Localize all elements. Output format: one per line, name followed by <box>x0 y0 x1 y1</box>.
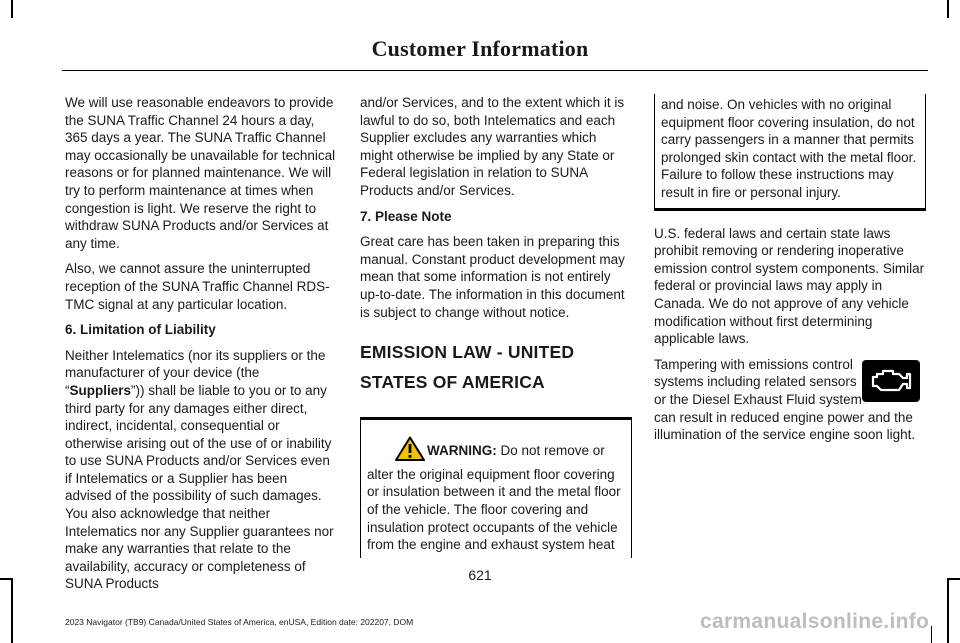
edition-footer: 2023 Navigator (TB9) Canada/United States of America, enUSA, Edition date: 202207, DOM <box>65 617 414 627</box>
paragraph: Also, we cannot assure the uninterrupted reception of the SUNA Traffic Channel RDS-TMC signal at any particular location. <box>65 261 330 312</box>
check-engine-icon <box>862 360 920 402</box>
section-heading: 6. Limitation of Liability <box>65 322 216 338</box>
paragraph <box>65 347 337 593</box>
header-rule <box>62 70 928 71</box>
section-heading: 7. Please Note <box>360 208 452 224</box>
crop-mark <box>931 626 932 643</box>
warning-box-continued: and noise. On vehicles with no original equipment floor covering insulation, do not carry passengers in a manner that permits prolonged skin contact with the metal floor. Failure to follow these instructions may result in fire or personal injury. <box>654 94 926 211</box>
text-run: Tampering with emissions control systems including related sensors or the Diesel Exhaust Fluid system can result in reduced engine power and the illumination of the service engine soon light. <box>654 356 916 443</box>
text-run: ”)) shall be liable to you or to any third party for any damages either direct, indirect, incidental, consequential or otherwise arising out of the use of or inability to use SUNA Products and/or Services even if Intelematics or a Supplier has been advised of the possibility of such damages. You also acknowledge that neither Intelematics nor any Supplier guarantees nor make any warranties that relate to the availability, accuracy or completeness of SUNA Products <box>65 382 334 592</box>
crop-mark <box>947 0 949 18</box>
column-3 <box>654 94 926 452</box>
crop-mark <box>947 578 949 643</box>
page-number: 621 <box>468 567 492 583</box>
paragraph: We will use reasonable endeavors to provide the SUNA Traffic Channel 24 hours a day, 365 days a year. The SUNA Traffic Channel may occasionally be unavailable for technical reasons or for planned maintenance. We will try to perform maintenance at times when congestion is light. We reserve the right to withdraw SUNA Products and/or Services at any time. <box>65 95 336 251</box>
warning-text: Do not remove or alter the original equipment floor covering or insulation between it and the metal floor of the vehicle. The floor covering and insulation protect occupants of the vehicle from the engine and exhaust system heat <box>367 443 621 553</box>
warning-box <box>360 417 632 558</box>
page-title: Customer Information <box>371 36 589 61</box>
column-1 <box>65 94 337 601</box>
paragraph <box>654 356 926 444</box>
crop-mark <box>11 578 13 643</box>
warning-label: WARNING: <box>427 443 497 459</box>
paragraph: U.S. federal laws and certain state laws prohibit removing or rendering inoperative emission control system components. Similar federal or provincial laws may apply in Canada. We do not approve of any vehicle modification without first determining applicable laws. <box>654 225 925 347</box>
emission-law-title: EMISSION LAW - UNITED STATES OF AMERICA <box>360 342 575 393</box>
column-2 <box>360 94 632 558</box>
watermark: carmanualsonline.info <box>700 610 930 633</box>
crop-mark <box>11 0 13 18</box>
paragraph: Great care has been taken in preparing this manual. Constant product development may mean that some information is not entirely up-to-date. The information in this document is subject to change without notice. <box>360 234 625 320</box>
paragraph: and/or Services, and to the extent which it is lawful to do so, both Intelematics and each Supplier excludes any warranties which might otherwise be implied by any State or Federal legislation in relation to SUNA Products and/or Services. <box>360 95 625 198</box>
bold-term: Suppliers <box>69 382 132 398</box>
text-run: Neither Intelematics (nor its suppliers or the manufacturer of your device (the “ <box>65 347 326 398</box>
warning-triangle-icon <box>395 436 425 466</box>
